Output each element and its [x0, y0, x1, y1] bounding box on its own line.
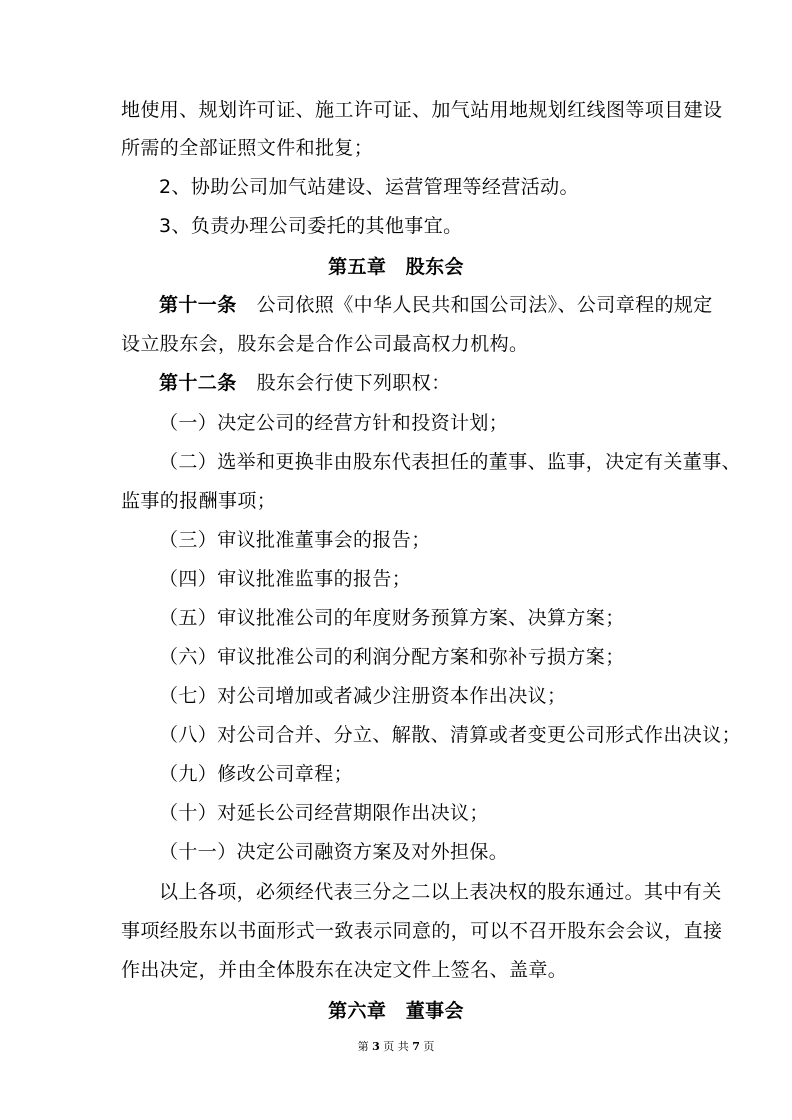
article-line — [159, 371, 451, 395]
list-item: （二）选举和更换非由股东代表担任的董事、监事，决定有关董事、 — [159, 451, 742, 473]
list-item: 3、负责办理公司委托的其他事宜。 — [159, 215, 463, 237]
text-line: 所需的全部证照文件和批复； — [121, 137, 374, 159]
article-label: 第十二条 — [159, 372, 237, 394]
text-line: 设立股东会，股东会是合作公司最高权力机构。 — [121, 333, 529, 355]
list-item: 2、协助公司加气站建设、运营管理等经营活动。 — [159, 176, 579, 198]
list-item: （六）审议批准公司的利润分配方案和弥补亏损方案； — [159, 646, 625, 668]
list-item: （三）审议批准董事会的报告； — [159, 529, 431, 551]
total-pages: 7 — [412, 1040, 420, 1053]
article-text: 股东会行使下列职权： — [256, 372, 451, 394]
list-item: （一）决定公司的经营方针和投资计划； — [159, 412, 509, 434]
list-item: （十一）决定公司融资方案及对外担保。 — [159, 841, 509, 863]
list-item: （五）审议批准公司的年度财务预算方案、决算方案； — [159, 607, 625, 629]
list-item: （四）审议批准监事的报告； — [159, 568, 412, 590]
current-page-number: 3 — [372, 1040, 380, 1053]
article-line — [159, 293, 713, 317]
text-line: 事项经股东以书面形式一致表示同意的，可以不召开股东会会议，直接 — [121, 920, 723, 942]
list-item: （七）对公司增加或者减少注册资本作出决议； — [159, 685, 567, 707]
footer-prefix: 第 — [357, 1040, 369, 1053]
list-item: （九）修改公司章程； — [159, 763, 354, 785]
chapter-heading: 第五章 股东会 — [328, 256, 464, 278]
text-line: 地使用、规划许可证、施工许可证、加气站用地规划红线图等项目建设 — [121, 99, 723, 121]
text-line: 以上各项，必须经代表三分之二以上表决权的股东通过。其中有关 — [159, 881, 722, 903]
footer-middle: 页 共 — [383, 1040, 409, 1053]
list-item: （八）对公司合并、分立、解散、清算或者变更公司形式作出决议； — [159, 724, 742, 746]
article-label: 第十一条 — [159, 294, 237, 316]
text-line: 监事的报酬事项； — [121, 490, 277, 512]
article-text: 公司依照《中华人民共和国公司法》、公司章程的规定 — [256, 294, 713, 316]
chapter-heading: 第六章 董事会 — [328, 1000, 464, 1022]
text-line: 作出决定，并由全体股东在决定文件上签名、盖章。 — [121, 959, 568, 981]
list-item: （十）对延长公司经营期限作出决议； — [159, 802, 489, 824]
page-footer — [0, 1040, 792, 1054]
footer-suffix: 页 — [423, 1040, 435, 1053]
